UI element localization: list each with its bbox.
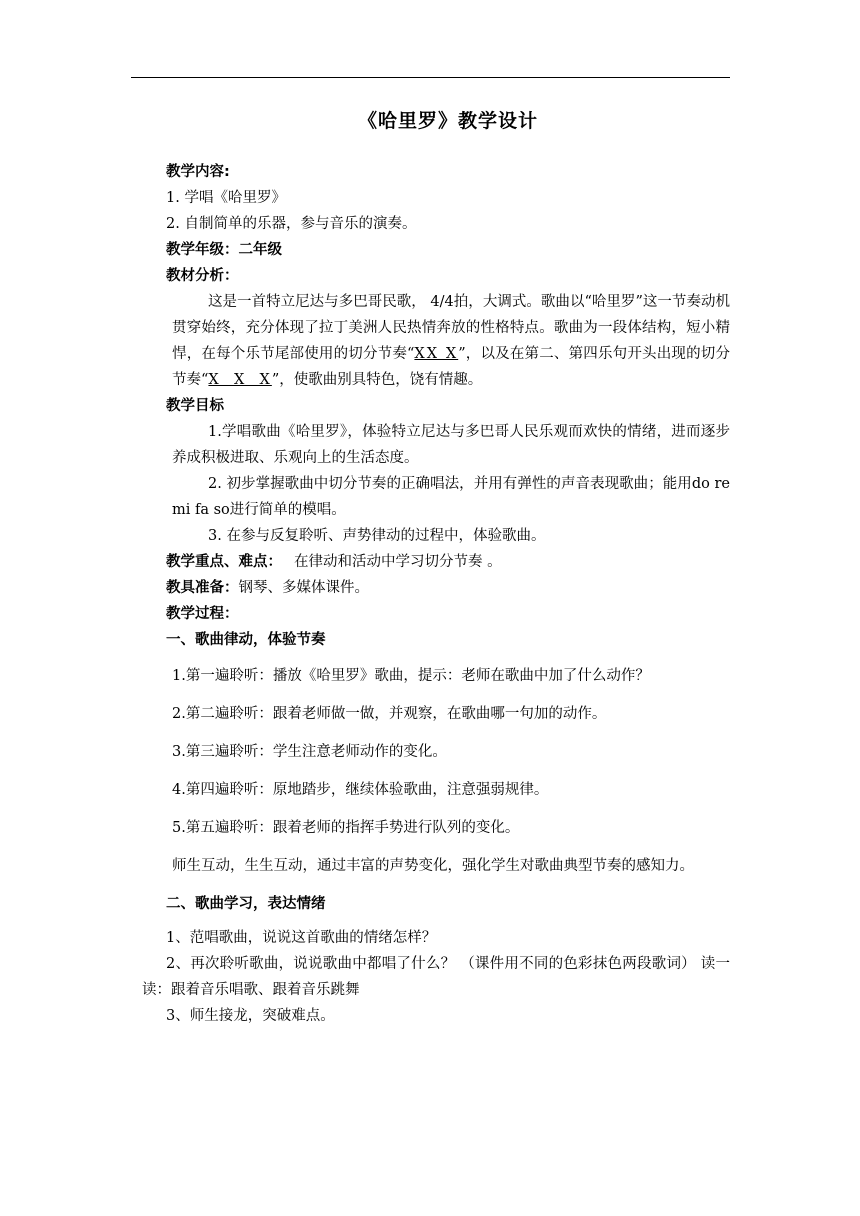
step-3: 3、师生接龙，突破难点。: [166, 1008, 335, 1024]
tools-line: [166, 575, 730, 601]
key-text: 在律动和活动中学习切分节奏 。: [294, 554, 502, 570]
tools-label: 教具准备：: [166, 580, 239, 596]
content-item-1: 1. 学唱《哈里罗》: [166, 190, 286, 206]
header-rule: [131, 77, 730, 78]
goal-1: 1.学唱歌曲《哈里罗》，体验特立尼达与多巴哥人民乐观而欢快的情绪，进而逐步养成积极进取、乐观向上的生活态度。: [172, 424, 730, 466]
listen-item-4: 4.第四遍聆听：原地踏步，继续体验歌曲，注意强弱规律。: [172, 782, 549, 798]
content-item-2: 2. 自制简单的乐器，参与音乐的演奏。: [166, 216, 417, 232]
step-2: 2、再次聆听歌曲，说说歌曲中都唱了什么？ （课件用不同的色彩抹色两段歌词） 读一读：跟着音乐唱歌、跟着音乐跳舞: [142, 956, 730, 998]
analysis-paragraph: [172, 289, 730, 393]
key-label: 教学重点、难点：: [166, 554, 282, 570]
listen-item-1: 1.第一遍聆听：播放《哈里罗》歌曲，提示：老师在歌曲中加了什么动作？: [172, 668, 650, 684]
key-difficulty-line: [166, 549, 730, 575]
listen-item-2: 2.第二遍聆听：跟着老师做一做，并观察，在歌曲哪一句加的动作。: [172, 706, 607, 722]
goal-2: 2. 初步掌握歌曲中切分节奏的正确唱法，并用有弹性的声音表现歌曲；能用do re mi fa so进行简单的模唱。: [172, 476, 730, 518]
analysis-text-1: 这是一首特立尼达与多巴哥民歌， 4/4拍，大调式。歌曲以“哈里罗”这一节奏动机贯穿始终，充分体现了拉丁美洲人民热情奔放的性格特点。歌曲为一段体结构，短小精悍，在每个乐节尾部使用的切分节奏“: [172, 294, 730, 362]
listen-item-3: 3.第三遍聆听：学生注意老师动作的变化。: [172, 744, 447, 760]
analysis-heading: 教材分析：: [166, 268, 239, 284]
process-heading: 教学过程：: [166, 606, 239, 622]
goals-heading: 教学目标: [166, 398, 224, 414]
rhythm-syncopation-2: X X X: [208, 372, 272, 388]
analysis-text-3: ”，使歌曲别具特色，饶有情趣。: [271, 372, 483, 388]
document-page: [142, 96, 730, 1029]
section-1-heading: 一、歌曲律动，体验节奏: [166, 632, 326, 648]
goal-3: 3. 在参与反复聆听、声势律动的过程中，体验歌曲。: [208, 528, 546, 544]
interaction-paragraph: 师生互动，生生互动，通过丰富的声势变化，强化学生对歌曲典型节奏的感知力。: [172, 858, 694, 874]
analysis-text-2: ”，以及在第二、第四乐句开头出现的切分节奏“: [172, 346, 730, 388]
rhythm-syncopation-1: XX X: [414, 346, 459, 362]
listen-item-5: 5.第五遍聆听：跟着老师的指挥手势进行队列的变化。: [172, 820, 520, 836]
grade-line: 教学年级：二年级: [166, 242, 282, 258]
section-2-heading: 二、歌曲学习，表达情绪: [166, 896, 326, 912]
tools-text: 钢琴、多媒体课件。: [238, 580, 369, 596]
step-1: 1、范唱歌曲，说说这首歌曲的情绪怎样？: [166, 930, 437, 946]
content-heading: 教学内容:: [166, 164, 230, 180]
page-title: 《哈里罗》教学设计: [357, 110, 538, 132]
